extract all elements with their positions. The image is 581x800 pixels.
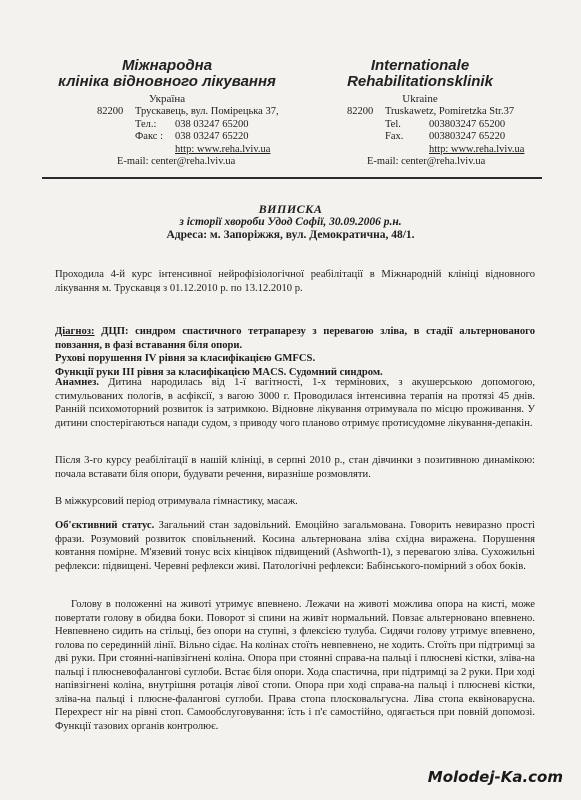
phone-row	[97, 119, 292, 132]
patient-address: Адреса: м. Запоріжжя, вул. Демократична, 48/1.	[166, 229, 415, 241]
fax-row	[347, 131, 540, 144]
postcode: 82200	[347, 106, 374, 117]
document-title: ВИПИСКА	[258, 202, 323, 216]
motor-level: Рухові порушення IV рівня за класифікацією GMFCS.	[55, 353, 316, 364]
clinic-name-ua-line2: клініка відновного лікування	[58, 73, 276, 90]
hand-function-level: Функції руки III рівня за класифікацією MACS. Судомний синдром.	[55, 366, 383, 378]
phone-number: 038 03247 65200	[175, 118, 249, 130]
objective-status-paragraph	[55, 519, 535, 573]
clinic-country-ua: Україна	[148, 93, 186, 105]
clinic-name-ua-line1: Міжнародна	[121, 57, 213, 74]
interim-paragraph: В міжкурсовий період отримувала гімнастику, масаж.	[55, 496, 298, 507]
phone-label: Тел.:	[135, 118, 157, 130]
phone-label: Tel.	[385, 118, 401, 130]
email-row	[97, 156, 292, 169]
diagnosis-text: Діагноз: ДЦП: синдром спастичного тетрапарезу з перевагою зліва, в стадії альтернованого повзання, в фазі вставання біля опори.	[55, 326, 536, 351]
website-row	[97, 144, 292, 157]
street-address: Трускавець, вул. Помірецька 37,	[135, 106, 279, 117]
progress-paragraph: Після 3-го курсу реабілітації в нашій клініці, в серпні 2010 р., стан дівчинки з позитивною динамікою: почала вставати біля опори, будувати речення, виразніше розмовляти.	[55, 455, 535, 480]
fax-row	[97, 131, 292, 144]
fax-label: Факс :	[135, 131, 163, 142]
address-row	[347, 106, 540, 119]
objective-label: Об'єктивний статус.	[55, 520, 155, 531]
clinic-name-en-line2: Rehabilitationsklinik	[347, 73, 493, 90]
clinic-name-en-line1: Internationale	[370, 57, 470, 74]
phone-row	[347, 119, 540, 132]
watermark: Molodej-Ka.com	[427, 768, 563, 786]
clinic-contacts-ua	[97, 106, 292, 169]
course-paragraph: Проходила 4-й курс інтенсивної нейрофізіологічної реабілітації в Міжнародній клініці відновного лікування м. Трускавця з 01.12.2010 р. по 13.12.2010 р.	[55, 269, 535, 294]
website-row	[347, 144, 540, 157]
anamnesis-text: Дитина народилась від 1-ї вагітності, 1-х термінових, з акушерською допомогою, стимульованих пологів, в асфіксії, з вагою 3000 г. Проводилася інтенсивна терапія на протязі 45 днів. Ранній психомоторний розвиток із затримкою. Відновне лікування отримувала по місцю проживання. У дитини спостерігаються напади судом, з приводу чого планово отримує протисудомне лікування-депакін.	[55, 377, 535, 429]
website-link[interactable]: http: www.reha.lviv.ua	[175, 143, 271, 155]
fax-number: 038 03247 65220	[175, 131, 249, 142]
email-link[interactable]: E-mail: center@reha.lviv.ua	[367, 156, 486, 167]
clinic-contacts-en	[347, 106, 540, 169]
website-link[interactable]: http: www.reha.lviv.ua	[429, 143, 525, 155]
clinic-country-en: Ukraine	[402, 93, 438, 105]
address-row	[97, 106, 292, 119]
motor-assessment-paragraph: Голову в положенні на животі утримує впевнено. Лежачи на животі можлива опора на кисті, може повертати голову в обидва боки. Поворот зі спини на живіт нормальний. Повзає альтерновано впевнено. Невпевнено сидить на стільці, без опори на ступні, з флексією тулуба. Сидячи голову утримує впевнено, голова по серединній лінії. Вільно сідає. На колінах стоїть невпевнено, не ходить. Стоїть при підтримці за дві руки. При стоянні-напівзігнені коліна. Опора при стоянні справа-на пальці і плюсневі кістки, зліва-на пальці і плюсневофалангові суглоби. Встає біля опори. Хода спастична, при підтримці за 2 руки. При ході напівзігнені коліна, внутрішня ротація лівої стопи. Опора при ході справа-на пальці і плюсневі кістки, зліва-на пальці і плюсне-фалангові суглоби. Права стопа плосковальгусна. Ліва стопа еквіноварусна. Перехрест ніг на рівні стоп. Самообслуговування: їсть і п'є самостійно, одягається при повній допомозі. Функції тазових органів контролює.	[55, 599, 535, 732]
anamnesis-label: Анамнез.	[55, 377, 99, 388]
fax-number: 003803247 65220	[429, 131, 506, 142]
clinic-header-german	[300, 58, 540, 169]
postcode: 82200	[97, 106, 124, 117]
email-link[interactable]: E-mail: center@reha.lviv.ua	[117, 156, 236, 167]
clinic-header-ukrainian	[42, 58, 292, 169]
email-row	[347, 156, 540, 169]
header-divider	[42, 177, 542, 179]
objective-text: Загальний стан задовільний. Емоційно загальмована. Говорить невиразно прості фрази. Розумовий розвиток сповільнений. Косина альтернована зліва східна виражена. Порушення ковтання помірне. М'язевий тонус всіх кінцівок підвищений (Ashworth-1), з перевагою зліва. Сухожильні рефлекси: підвищені. Черевні рефлекси живі. Патологічні рефлекси: Бабінського-помірний з обох боків.	[55, 520, 536, 572]
phone-number: 003803247 65200	[429, 118, 506, 130]
anamnesis-paragraph	[55, 376, 535, 430]
document-subtitle: з історії хвороби Удод Софії, 30.09.2006 р.н.	[179, 216, 402, 228]
street-address: Truskawetz, Pomiretzka Str.37	[385, 106, 515, 117]
diagnosis-section	[55, 325, 535, 379]
diagnosis-label: Діагноз:	[55, 326, 95, 337]
fax-label: Fax.	[385, 131, 404, 142]
